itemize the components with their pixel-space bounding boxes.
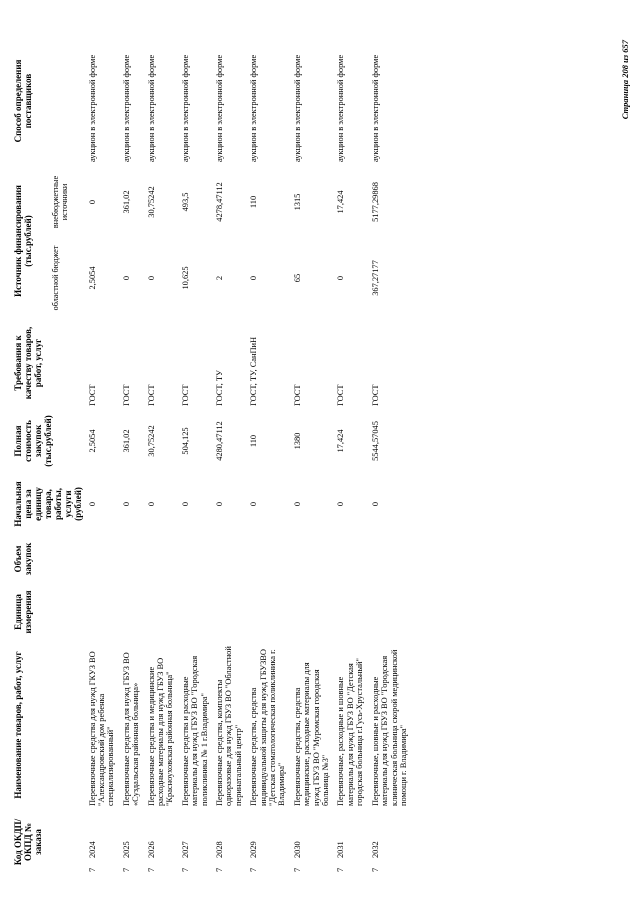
- funding-offbudget-cell: 1315: [292, 193, 302, 211]
- funding-regional-cell: 0: [336, 275, 346, 281]
- code-cell: [246, 809, 290, 875]
- header-funding-regional: областной бюджет: [50, 245, 60, 311]
- requirements-cell: ГОСТ: [87, 384, 97, 406]
- method-cell: аукцион в электронной форме: [121, 54, 131, 162]
- table-row: [119, 37, 144, 875]
- order-number: 2030: [292, 841, 302, 858]
- method-cell: аукцион в электронной форме: [336, 54, 346, 162]
- price-cell: 0: [215, 501, 225, 507]
- price-cell: 0: [249, 501, 259, 507]
- requirements-cell: ГОСТ: [370, 384, 380, 406]
- unit-cell: [246, 583, 290, 641]
- header-code: Код ОКДП/ ОКПД № заказа: [13, 818, 44, 866]
- price-cell: 0: [87, 501, 97, 507]
- code-cell: [368, 809, 412, 875]
- price-cell: 0: [336, 501, 346, 507]
- table-row: [246, 37, 290, 875]
- order-number: 2025: [121, 841, 131, 858]
- okpd-code: 7: [146, 867, 156, 872]
- name-cell: Перевязочные средства, средства индивидуальной защиты для нужд ГБУЗВО "Детская стоматологическая поликлиника г. Владимира": [249, 649, 287, 806]
- requirements-cell: ГОСТ, ТУ: [215, 370, 225, 406]
- table-header: [12, 37, 85, 875]
- price-cell: 0: [146, 501, 156, 507]
- price-cell: 0: [370, 501, 380, 507]
- name-cell: Перевязочные средства для нужд ГБУЗ ВО «Суздальская районная больница»: [121, 652, 141, 806]
- code-cell: [144, 809, 178, 875]
- funding-regional-cell: 65: [292, 273, 302, 283]
- funding-regional-cell: 2,5054: [87, 266, 97, 290]
- header-requirements: Требования к качеству товаров, работ, услуг: [13, 326, 44, 400]
- table-row: [212, 37, 246, 875]
- table-row: [368, 37, 412, 875]
- requirements-cell: ГОСТ, ТУ, СанПиН: [249, 336, 259, 406]
- funding-offbudget-cell: 30,75242: [146, 186, 156, 218]
- order-number: 2026: [146, 841, 156, 858]
- volume-cell: [246, 535, 290, 583]
- funding-regional-cell: 2: [215, 275, 225, 281]
- method-cell: аукцион в электронной форме: [215, 54, 225, 162]
- volume-cell: [368, 535, 412, 583]
- name-cell: Перевязочные, шовные и расходные материалы для нужд ГБУЗ ВО "Городская клиническая больница скорой медицинской помощи г. Владимира": [370, 649, 408, 806]
- order-number: 2032: [370, 841, 380, 858]
- name-cell: Перевязочные средства для нужд ГКУЗ ВО "Александровский дом ребенка специализированный": [87, 651, 116, 806]
- table-row: [85, 37, 119, 875]
- okpd-code: 7: [336, 867, 346, 872]
- code-cell: [119, 809, 144, 875]
- volume-cell: [333, 535, 367, 583]
- unit-cell: [178, 583, 212, 641]
- price-cell: 0: [180, 501, 190, 507]
- unit-cell: [144, 583, 178, 641]
- method-cell: аукцион в электронной форме: [87, 54, 97, 162]
- funding-regional-cell: 0: [249, 275, 259, 281]
- okpd-code: 7: [121, 867, 131, 872]
- funding-regional-cell: 367,27177: [370, 260, 380, 296]
- volume-cell: [144, 535, 178, 583]
- funding-offbudget-cell: 361,02: [121, 190, 131, 214]
- header-price: Начальная цена за единицу товара, работы, услуги (рублей): [13, 481, 84, 527]
- order-number: 2027: [180, 841, 190, 858]
- unit-cell: [119, 583, 144, 641]
- total-cell: 361,02: [121, 429, 131, 453]
- header-funding-offbudget: внебюджетные источники: [50, 175, 70, 229]
- total-cell: 1380: [292, 432, 302, 450]
- page-number: Страница 208 из 657: [620, 40, 630, 120]
- okpd-code: 7: [292, 867, 302, 872]
- order-number: 2028: [215, 841, 225, 858]
- total-cell: 5544,57045: [370, 421, 380, 461]
- unit-cell: [368, 583, 412, 641]
- order-number: 2029: [249, 841, 259, 858]
- name-cell: Перевязочные, расходные и шовные материалы для нужд ГБУЗ ВО "Детская городская больница г.Гусь-Хрустальный": [336, 658, 365, 806]
- funding-offbudget-cell: 17,424: [336, 190, 346, 214]
- requirements-cell: ГОСТ: [146, 384, 156, 406]
- total-cell: 30,75242: [146, 425, 156, 457]
- funding-offbudget-cell: 493,5: [180, 192, 190, 212]
- header-funding: Источник финансирования (тыс.рублей): [13, 185, 34, 297]
- code-cell: [290, 809, 334, 875]
- header-volume: Объем закупок: [13, 542, 34, 576]
- volume-cell: [178, 535, 212, 583]
- okpd-code: 7: [370, 867, 380, 872]
- total-cell: 2,5054: [87, 429, 97, 453]
- header-unit: Единица измерения: [13, 590, 34, 634]
- volume-cell: [85, 535, 119, 583]
- code-cell: [178, 809, 212, 875]
- method-cell: аукцион в электронной форме: [146, 54, 156, 162]
- name-cell: Перевязочные средства и расходные материалы для нужд ГБУЗ ВО "Городская поликлиника № 1 г.Владимира": [180, 655, 209, 806]
- funding-offbudget-cell: 4278,47112: [215, 182, 225, 222]
- volume-cell: [212, 535, 246, 583]
- funding-offbudget-cell: 5177,29868: [370, 182, 380, 222]
- funding-regional-cell: 0: [146, 275, 156, 281]
- code-cell: [85, 809, 119, 875]
- code-cell: [212, 809, 246, 875]
- requirements-cell: ГОСТ: [180, 384, 190, 406]
- unit-cell: [290, 583, 334, 641]
- unit-cell: [85, 583, 119, 641]
- table-row: [333, 37, 367, 875]
- okpd-code: 7: [249, 867, 259, 872]
- funding-offbudget-cell: 110: [249, 195, 259, 209]
- table-row: [144, 37, 178, 875]
- name-cell: Перевязочные средства и медицинские расходные материалы для нужд ГБУЗ ВО "Красноуховская районная больница": [146, 657, 175, 806]
- method-cell: аукцион в электронной форме: [292, 54, 302, 162]
- unit-cell: [333, 583, 367, 641]
- requirements-cell: ГОСТ: [121, 384, 131, 406]
- method-cell: аукцион в электронной форме: [180, 54, 190, 162]
- funding-regional-cell: 10,625: [180, 266, 190, 290]
- volume-cell: [290, 535, 334, 583]
- procurement-table: [12, 37, 411, 875]
- header-method: Способ определения поставщиков: [13, 59, 34, 143]
- name-cell: Перевязочные средства, комплекты одноразовые для нужд ГБУЗ ВО "Областной перинатальный центр": [215, 646, 243, 806]
- total-cell: 4280,47112: [215, 421, 225, 461]
- table-row: [290, 37, 334, 875]
- requirements-cell: ГОСТ: [336, 384, 346, 406]
- unit-cell: [212, 583, 246, 641]
- funding-regional-cell: 0: [121, 275, 131, 281]
- table-row: [178, 37, 212, 875]
- price-cell: 0: [292, 501, 302, 507]
- funding-offbudget-cell: 0: [87, 199, 97, 205]
- total-cell: 17,424: [336, 429, 346, 453]
- method-cell: аукцион в электронной форме: [370, 54, 380, 162]
- okpd-code: 7: [215, 867, 225, 872]
- order-number: 2024: [87, 841, 97, 858]
- table-body: [85, 37, 412, 875]
- method-cell: аукцион в электронной форме: [249, 54, 259, 162]
- requirements-cell: ГОСТ: [292, 384, 302, 406]
- volume-cell: [119, 535, 144, 583]
- okpd-code: 7: [87, 867, 97, 872]
- header-name: Наименование товаров, работ, услуг: [13, 651, 23, 799]
- total-cell: 504,125: [180, 427, 190, 455]
- price-cell: 0: [121, 501, 131, 507]
- order-number: 2031: [336, 841, 346, 858]
- okpd-code: 7: [180, 867, 190, 872]
- header-total: Полная стоимость закупок (тыс.рублей): [13, 415, 54, 467]
- name-cell: Перевязочные средства, средства медицинские, расходные материалы для нужд ГБУЗ ВО "Муромская городская больница №3": [292, 662, 331, 806]
- total-cell: 110: [249, 434, 259, 448]
- code-cell: [333, 809, 367, 875]
